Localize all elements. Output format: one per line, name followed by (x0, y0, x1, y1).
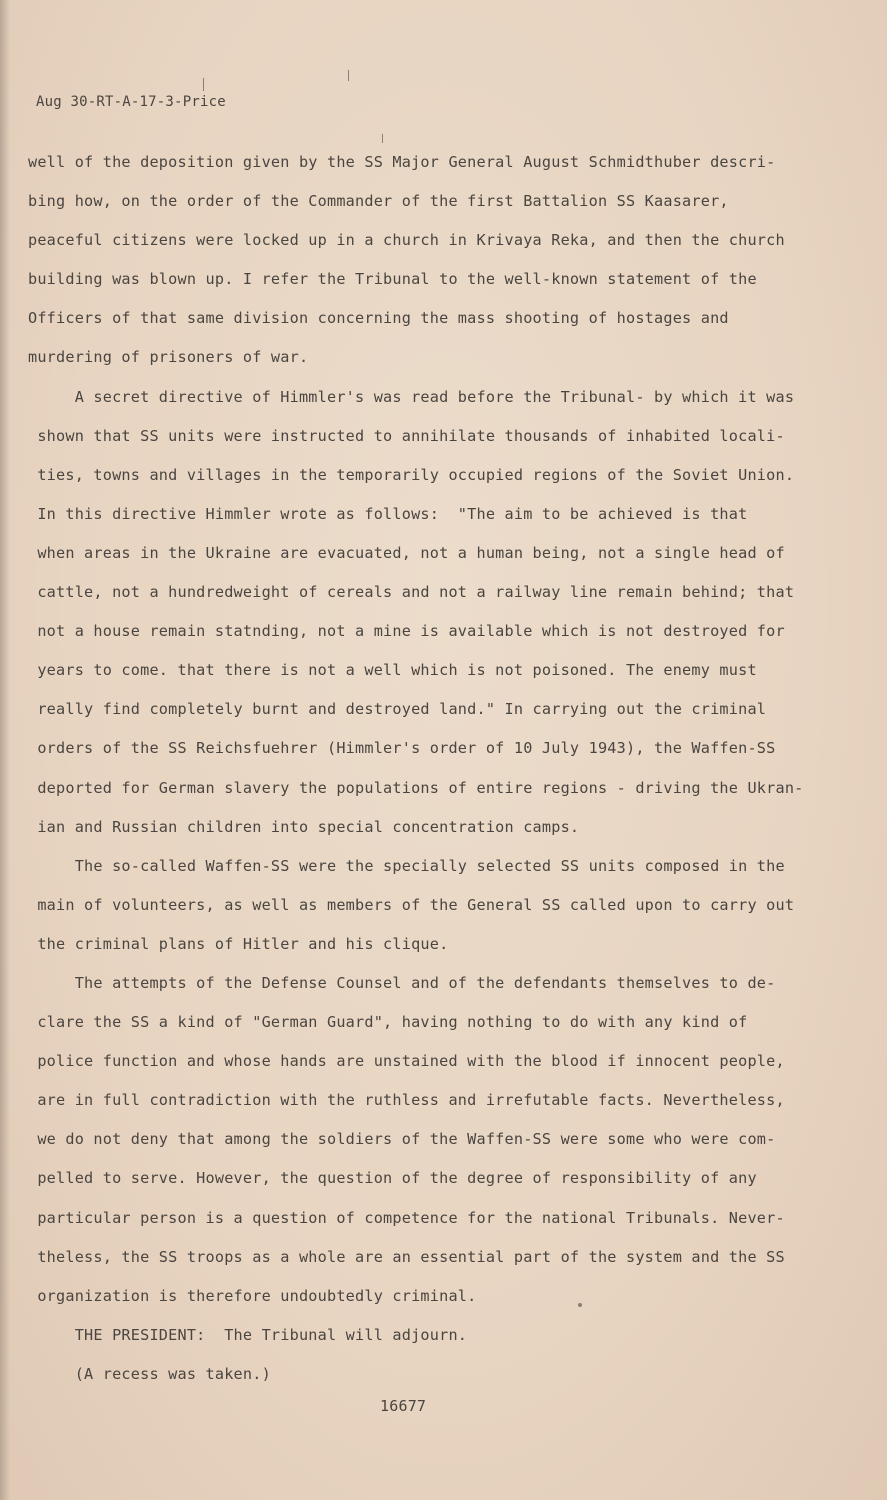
ink-speck (348, 70, 349, 81)
text-line: The so-called Waffen-SS were the specially selected SS units composed in the (28, 856, 785, 875)
page-edge-shadow (0, 0, 10, 1500)
text-line: when areas in the Ukraine are evacuated, not a human being, not a single head of (28, 543, 785, 562)
text-line: pelled to serve. However, the question of the degree of responsibility of any (28, 1169, 757, 1188)
text-line: ties, towns and villages in the temporarily occupied regions of the Soviet Union. (28, 465, 795, 484)
text-line: (A recess was taken.) (28, 1364, 271, 1383)
text-line: really find completely burnt and destroyed land." In carrying out the criminal (28, 700, 767, 719)
text-line: main of volunteers, as well as members of the General SS called upon to carry out (28, 895, 795, 914)
text-line: are in full contradiction with the ruthless and irrefutable facts. Nevertheless, (28, 1091, 785, 1110)
text-line: clare the SS a kind of "German Guard", having nothing to do with any kind of (28, 1013, 748, 1032)
text-line: The attempts of the Defense Counsel and of the defendants themselves to de- (28, 973, 776, 992)
text-line: bing how, on the order of the Commander of the first Battalion SS Kaasarer, (28, 192, 729, 211)
text-line: In this directive Himmler wrote as follows: "The aim to be achieved is that (28, 504, 748, 523)
document-header: Aug 30-RT-A-17-3-Price (36, 94, 226, 110)
text-line: well of the deposition given by the SS Major General August Schmidthuber descri- (28, 153, 776, 171)
text-line: deported for German slavery the populations of entire regions - driving the Ukran- (28, 778, 804, 797)
page-number: 16677 (380, 1397, 427, 1415)
text-line: murdering of prisoners of war. (28, 348, 309, 367)
text-line: orders of the SS Reichsfuehrer (Himmler's order of 10 July 1943), the Waffen-SS (28, 739, 776, 758)
ink-speck (382, 134, 383, 143)
transcript-body (28, 150, 878, 1401)
text-line: particular person is a question of competence for the national Tribunals. Never- (28, 1208, 785, 1227)
ink-speck (203, 78, 204, 91)
text-line: ian and Russian children into special concentration camps. (28, 817, 580, 836)
text-line: not a house remain statnding, not a mine is available which is not destroyed for (28, 622, 785, 641)
text-line: police function and whose hands are unstained with the blood if innocent people, (28, 1052, 785, 1071)
text-line: years to come. that there is not a well which is not poisoned. The enemy must (28, 661, 757, 680)
text-line: building was blown up. I refer the Tribunal to the well-known statement of the (28, 270, 757, 289)
text-line: the criminal plans of Hitler and his clique. (28, 934, 449, 953)
text-line: cattle, not a hundredweight of cereals and not a railway line remain behind; that (28, 583, 795, 602)
text-line: A secret directive of Himmler's was read before the Tribunal- by which it was (28, 387, 795, 406)
text-line: peaceful citizens were locked up in a church in Krivaya Reka, and then the church (28, 231, 785, 250)
text-line: THE PRESIDENT: The Tribunal will adjourn. (28, 1325, 468, 1344)
text-line: theless, the SS troops as a whole are an essential part of the system and the SS (28, 1247, 785, 1266)
text-line: we do not deny that among the soldiers of the Waffen-SS were some who were com- (28, 1130, 776, 1149)
text-line: shown that SS units were instructed to annihilate thousands of inhabited locali- (28, 426, 785, 445)
text-line: organization is therefore undoubtedly criminal. (28, 1286, 477, 1305)
text-line: Officers of that same division concerning the mass shooting of hostages and (28, 309, 729, 328)
